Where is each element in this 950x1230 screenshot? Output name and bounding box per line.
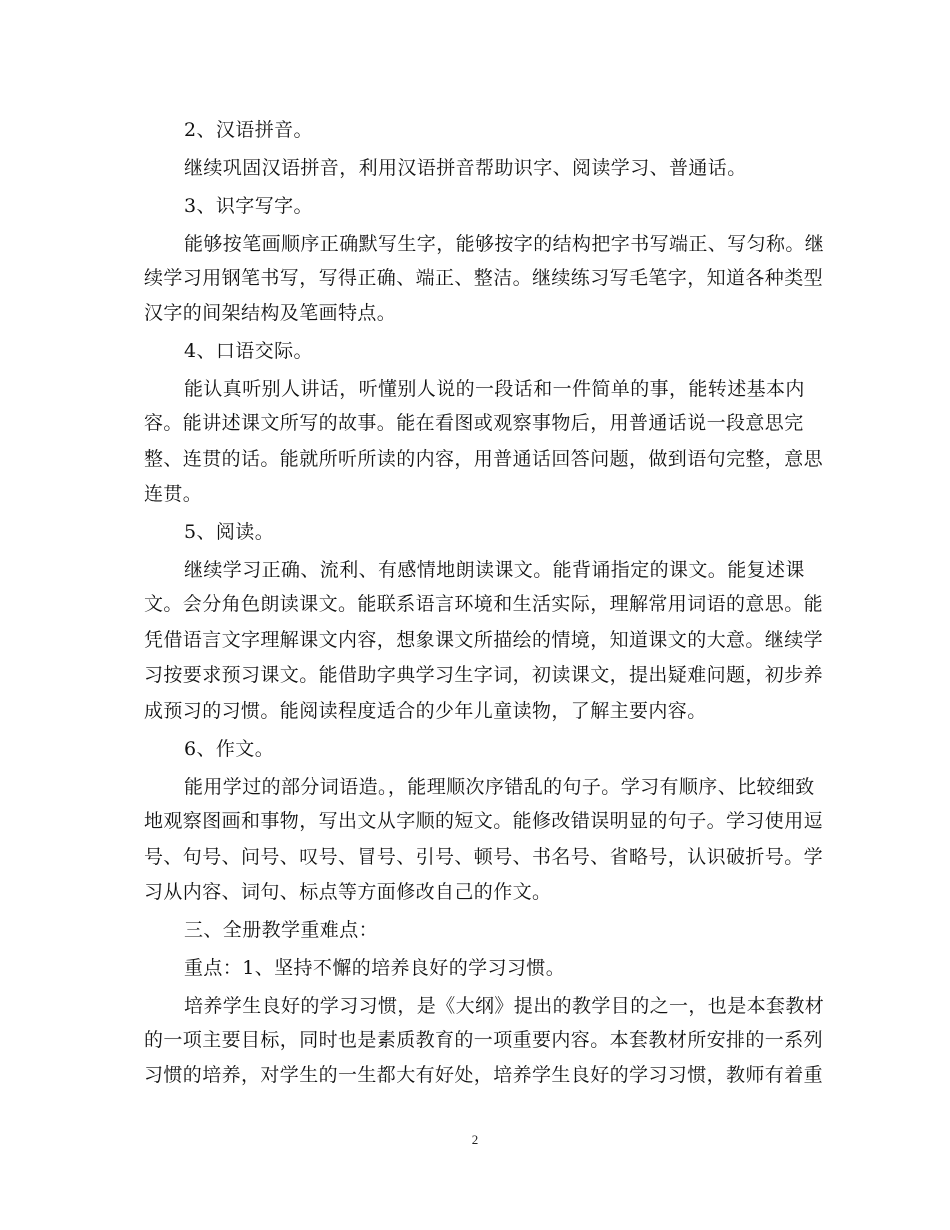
paragraph-line: 汉字的间架结构及笔画特点。: [144, 302, 397, 324]
paragraph-line: 连贯。: [144, 483, 203, 505]
paragraph-line: 能用学过的部分词语造。，能理顺次序错乱的句子。学习有顺序、比较细致: [184, 776, 815, 798]
page-number: 2: [471, 1132, 479, 1147]
paragraph-line: 文。会分角色朗读课文。能联系语言环境和生活实际，理解常用词语的意思。能: [144, 593, 824, 615]
paragraph-line: 继续学习正确、流利、有感情地朗读课文。能背诵指定的课文。能复述课: [184, 559, 805, 581]
paragraph-line: 能认真听别人讲话，听懂别人说的一段话和一件简单的事，能转述基本内: [184, 378, 805, 400]
paragraph-line: 能够按笔画顺序正确默写生字，能够按字的结构把字书写端正、写匀称。继: [184, 233, 825, 255]
paragraph-line: 继续巩固汉语拼音，利用汉语拼音帮助识字、阅读学习、普通话。: [184, 157, 747, 179]
paragraph-line: 成预习的习惯。能阅读程度适合的少年儿童读物，了解主要内容。: [144, 700, 707, 722]
paragraph-line: 整、连贯的话。能就所听所读的内容，用普通话回答问题，做到语句完整，意思: [144, 448, 824, 470]
paragraph-line: 容。能讲述课文所写的故事。能在看图或观察事物后，用普通话说一段意思完: [144, 412, 804, 434]
paragraph-line: 培养学生良好的学习习惯，是《大纲》提出的教学目的之一，也是本套教材: [184, 995, 825, 1017]
heading-key-points: 三、全册教学重难点：: [184, 919, 379, 941]
paragraph-line: 号、句号、问号、叹号、冒号、引号、顿号、书名号、省略号，认识破折号。学: [144, 846, 824, 868]
paragraph-line: 习惯的培养，对学生的一生都大有好处，培养学生良好的学习习惯，教师有着重: [144, 1064, 824, 1086]
paragraph-line: 续学习用钢笔书写，写得正确、端正、整洁。继续练习写毛笔字，知道各种类型: [144, 267, 824, 289]
heading-composition: 6、作文。: [184, 738, 275, 760]
heading-oral: 4、口语交际。: [184, 340, 313, 362]
heading-pinyin: 2、汉语拼音。: [184, 119, 313, 141]
paragraph-line: 凭借语言文字理解课文内容，想象课文所描绘的情境，知道课文的大意。继续学: [144, 629, 824, 651]
heading-literacy: 3、识字写字。: [184, 195, 313, 217]
paragraph-line: 习从内容、词句、标点等方面修改自己的作文。: [144, 881, 552, 903]
paragraph-line: 地观察图画和事物，写出文从字顺的短文。能修改错误明显的句子。学习使用逗: [144, 810, 824, 832]
paragraph-line: 的一项主要目标，同时也是素质教育的一项重要内容。本套教材所安排的一系列: [144, 1029, 824, 1051]
paragraph-line: 习按要求预习课文。能借助字典学习生字词，初读课文，提出疑难问题，初步养: [144, 664, 824, 686]
heading-reading: 5、阅读。: [184, 521, 275, 543]
paragraph-line: 重点：1、坚持不懈的培养良好的学习习惯。: [184, 957, 566, 979]
